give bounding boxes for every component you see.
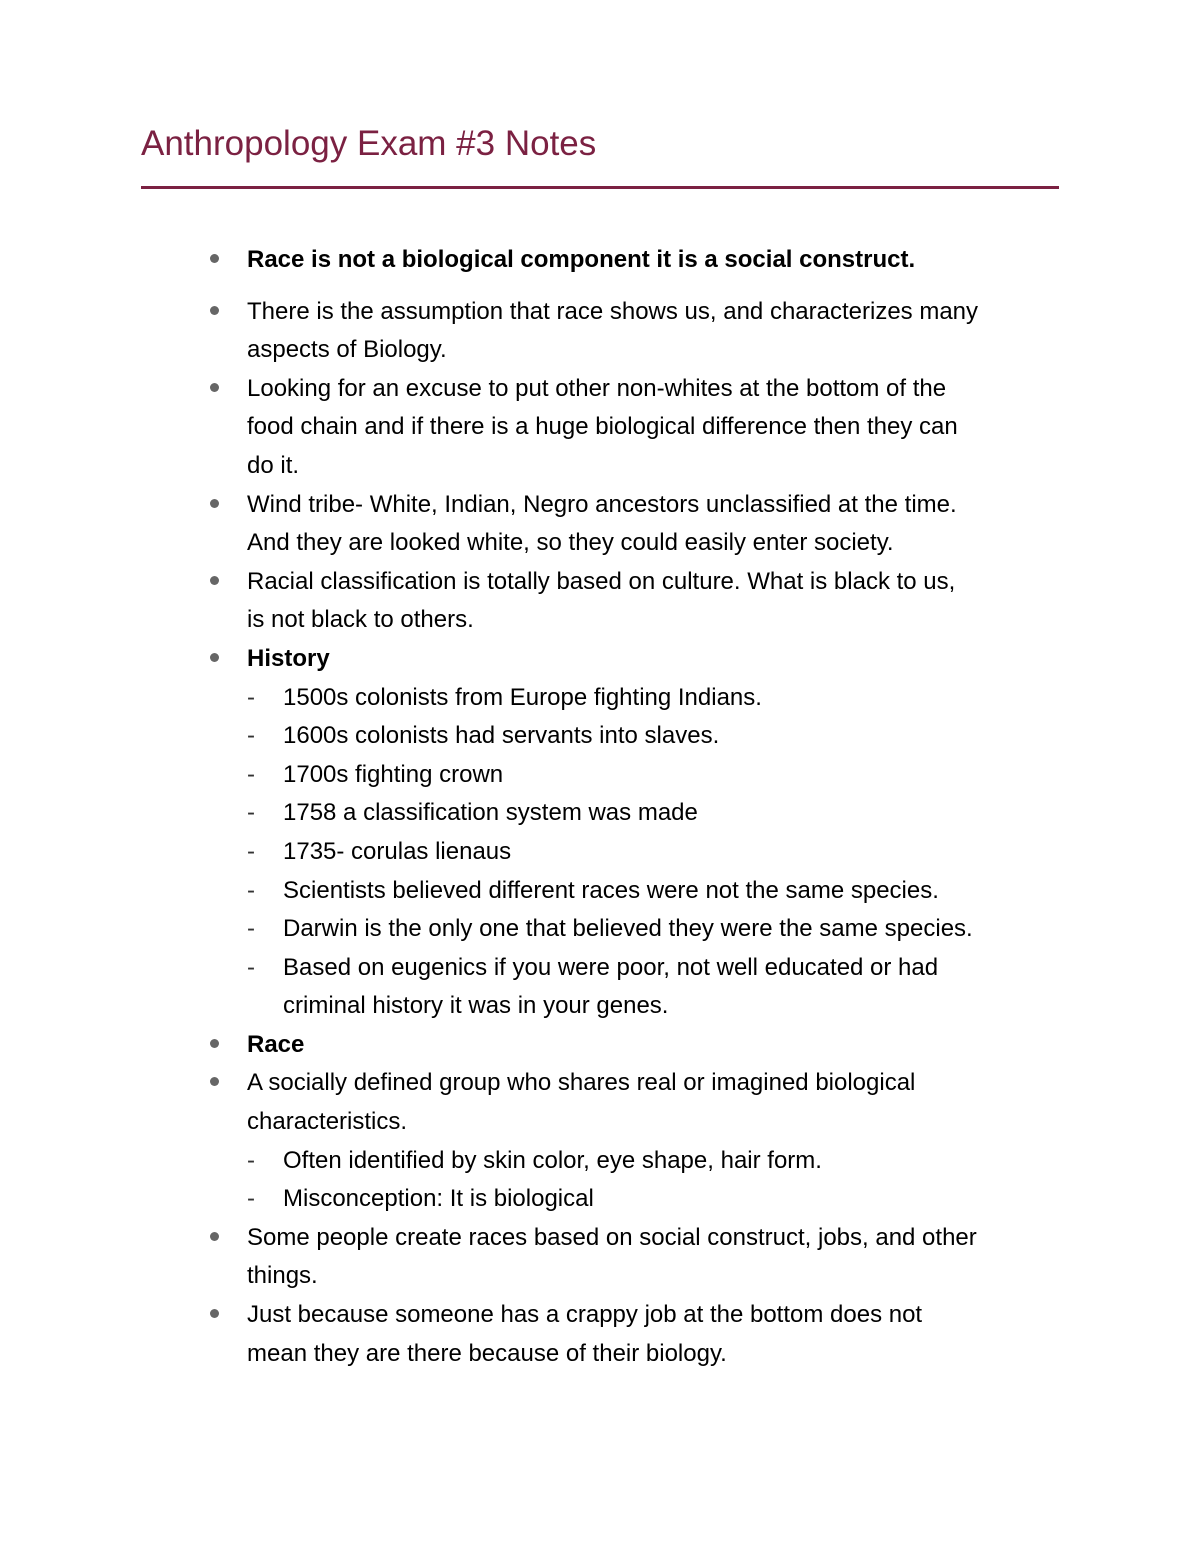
item-text: [283, 756, 1200, 795]
text-line: Darwin is the only one that believed they were the same species.: [283, 915, 973, 943]
text-line: do it.: [247, 451, 300, 479]
item-text: [283, 949, 1200, 1026]
item-text: [247, 640, 1200, 679]
dash-marker-icon: -: [247, 953, 255, 981]
item-text: [247, 370, 1200, 486]
bullet-item: [0, 563, 1200, 640]
text-line: things.: [247, 1262, 318, 1290]
text-line: aspects of Biology.: [247, 336, 447, 364]
text-line: 1735- corulas lienaus: [283, 837, 512, 865]
item-text: [283, 794, 1200, 833]
item-text: [283, 717, 1200, 756]
text-line: 1500s colonists from Europe fighting Indians.: [283, 683, 762, 711]
bullet-dot-icon: [210, 254, 219, 263]
sub-item: [0, 910, 1200, 949]
bullet-item: [0, 1296, 1200, 1373]
bullet-item: [0, 640, 1200, 679]
item-text: [283, 872, 1200, 911]
sub-item: [0, 679, 1200, 718]
bullet-dot-icon: [210, 306, 219, 315]
item-text: [247, 563, 1200, 640]
item-text: [283, 1142, 1200, 1181]
text-line: Racial classification is totally based on culture. What is black to us,: [247, 567, 956, 595]
text-line: Looking for an excuse to put other non-whites at the bottom of the: [247, 374, 947, 402]
sub-item: [0, 1180, 1200, 1219]
dash-marker-icon: -: [247, 1185, 255, 1213]
dash-marker-icon: -: [247, 1146, 255, 1174]
text-line: characteristics.: [247, 1108, 408, 1136]
sub-item: [0, 949, 1200, 1026]
document-title: Anthropology Exam #3 Notes: [141, 124, 597, 163]
text-line: Misconception: It is biological: [283, 1185, 594, 1213]
dash-marker-icon: -: [247, 837, 255, 865]
dash-marker-icon: -: [247, 760, 255, 788]
item-text: [247, 1064, 1200, 1141]
sub-item: [0, 756, 1200, 795]
bullet-dot-icon: [210, 1309, 219, 1318]
text-line: mean they are there because of their biology.: [247, 1339, 727, 1367]
item-text: [247, 1296, 1200, 1373]
bullet-item: [0, 370, 1200, 486]
text-line: 1758 a classification system was made: [283, 799, 698, 827]
text-line: Wind tribe- White, Indian, Negro ancestors unclassified at the time.: [247, 490, 957, 518]
dash-marker-icon: -: [247, 722, 255, 750]
sub-item: [0, 717, 1200, 756]
text-line: Race: [247, 1030, 305, 1058]
bullet-dot-icon: [210, 653, 219, 662]
item-text: [283, 679, 1200, 718]
bullet-item: [0, 1064, 1200, 1141]
item-text: [247, 293, 1200, 370]
bullet-item: [0, 1219, 1200, 1296]
text-line: 1700s fighting crown: [283, 760, 504, 788]
item-text: [283, 1180, 1200, 1219]
text-line: A socially defined group who shares real or imagined biological: [247, 1069, 916, 1097]
notes-list: [0, 241, 1200, 1373]
text-line: criminal history it was in your genes.: [283, 992, 669, 1020]
text-line: is not black to others.: [247, 606, 474, 634]
item-text: [283, 833, 1200, 872]
text-line: History: [247, 644, 330, 672]
item-text: [247, 486, 1200, 563]
bullet-item: [0, 293, 1200, 370]
bullet-dot-icon: [210, 576, 219, 585]
sub-item: [0, 1142, 1200, 1181]
dash-marker-icon: -: [247, 876, 255, 904]
text-line: Scientists believed different races were not the same species.: [283, 876, 939, 904]
text-line: Just because someone has a crappy job at the bottom does not: [247, 1301, 923, 1329]
text-line: And they are looked white, so they could easily enter society.: [247, 529, 894, 557]
text-line: Race is not a biological component it is a social construct.: [247, 246, 916, 273]
bullet-dot-icon: [210, 1039, 219, 1048]
item-text: [283, 910, 1200, 949]
bullet-item: [0, 241, 1200, 280]
item-text: [247, 1219, 1200, 1296]
title-divider: [141, 186, 1059, 189]
dash-marker-icon: -: [247, 683, 255, 711]
item-text: [247, 1026, 1200, 1065]
text-line: There is the assumption that race shows us, and characterizes many: [247, 297, 979, 325]
text-line: Based on eugenics if you were poor, not well educated or had: [283, 953, 939, 981]
dash-marker-icon: -: [247, 915, 255, 943]
text-line: food chain and if there is a huge biological difference then they can: [247, 413, 958, 441]
sub-item: [0, 872, 1200, 911]
sub-item: [0, 794, 1200, 833]
text-line: Often identified by skin color, eye shape, hair form.: [283, 1146, 822, 1174]
bullet-item: [0, 486, 1200, 563]
bullet-dot-icon: [210, 499, 219, 508]
sub-item: [0, 833, 1200, 872]
bullet-item: [0, 1026, 1200, 1065]
text-line: Some people create races based on social construct, jobs, and other: [247, 1223, 977, 1251]
bullet-dot-icon: [210, 1232, 219, 1241]
item-text: [247, 241, 1200, 280]
bullet-dot-icon: [210, 383, 219, 392]
dash-marker-icon: -: [247, 799, 255, 827]
bullet-dot-icon: [210, 1077, 219, 1086]
text-line: 1600s colonists had servants into slaves.: [283, 722, 720, 750]
